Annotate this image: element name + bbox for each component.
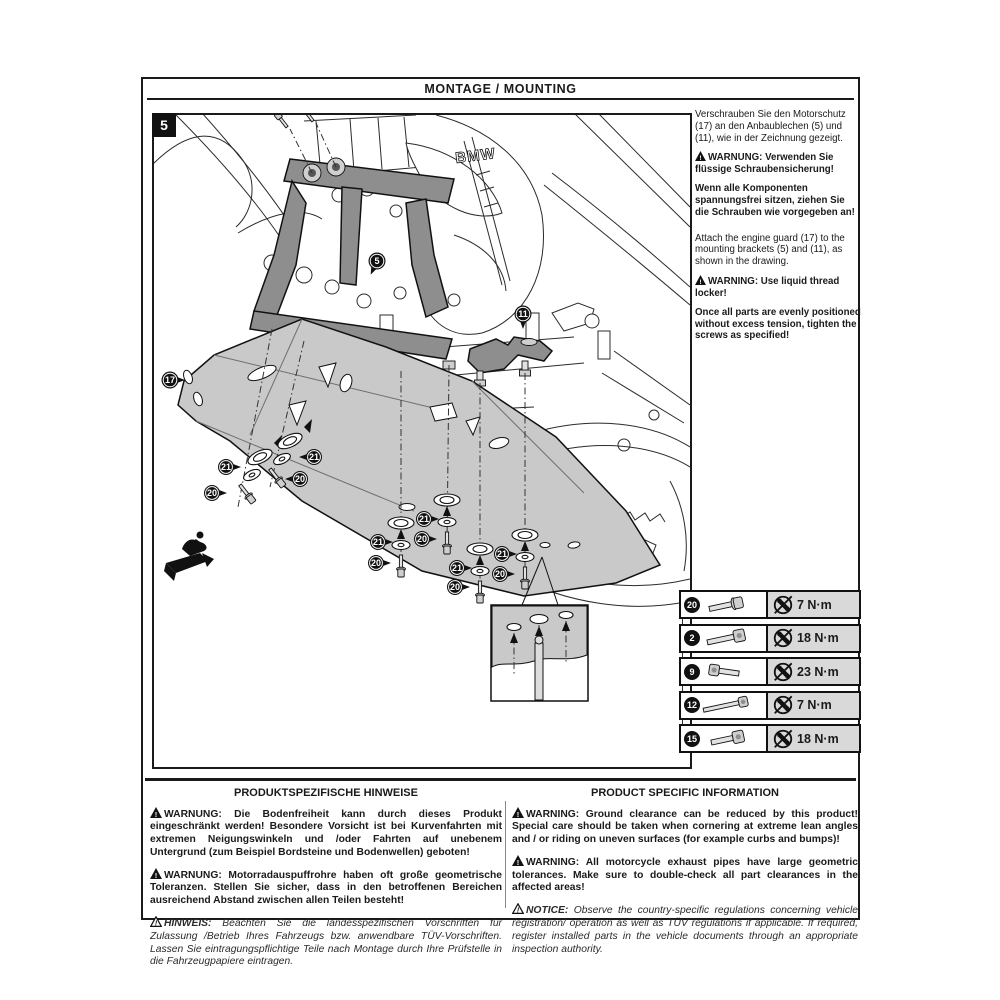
part-ref-badge: 9 (684, 664, 700, 680)
svg-text:20: 20 (416, 534, 428, 544)
screw-icon (701, 694, 755, 716)
svg-text:!: ! (516, 809, 520, 818)
warning-icon (150, 807, 162, 818)
svg-text:5: 5 (374, 256, 380, 266)
torque-value: 7 N·m (797, 597, 832, 612)
torque-value: 23 N·m (797, 664, 839, 679)
instruction-text-column (695, 109, 861, 349)
svg-text:!: ! (154, 920, 158, 927)
torque-table (679, 590, 861, 758)
warning-icon (695, 275, 706, 285)
warning-icon (512, 855, 524, 866)
instruction-en: Attach the engine guard (17) to the mounting brackets (5) and (11), as shown in the drawing. (695, 232, 845, 268)
svg-text:20: 20 (294, 474, 306, 484)
svg-text:!: ! (699, 155, 702, 162)
warning-paragraph: ! WARNING: All motorcycle exhaust pipes have large geometric tolerances. Make sure to double-check all part clearances in the affected areas! (512, 856, 858, 894)
callout-20 (204, 485, 227, 501)
warning-icon (695, 151, 706, 161)
svg-text:!: ! (516, 907, 520, 915)
screw-icon (701, 728, 755, 750)
svg-text:21: 21 (496, 549, 508, 559)
notice-icon (150, 916, 162, 927)
svg-text:11: 11 (518, 309, 528, 319)
torque-row (679, 657, 861, 686)
motorcycle-on-bench-icon (164, 532, 214, 582)
svg-text:21: 21 (418, 514, 430, 524)
screw-icon (701, 661, 755, 683)
header-rule (147, 98, 854, 100)
screw-icon (701, 627, 755, 649)
svg-text:20: 20 (370, 558, 382, 568)
torque-row (679, 624, 861, 653)
torque-wrench-icon (772, 627, 794, 649)
warning-icon (512, 807, 524, 818)
torque-wrench-icon (772, 594, 794, 616)
callout-21 (218, 459, 241, 475)
section-divider (145, 778, 856, 781)
info-title-de: PRODUKTSPEZIFISCHE HINWEISE (234, 787, 418, 799)
warning-paragraph: ! WARNING: Ground clearance can be reduced by this product! Special care should be taken when cornering at extreme lean angles and / or riding on uneven surfaces (for example curbs and bumps)! (512, 808, 858, 846)
svg-text:20: 20 (449, 582, 461, 592)
brand-logo-text: BMW (454, 145, 497, 167)
warning-de: ! WARNUNG: Verwenden Sie flüssige Schraubensicherung! (695, 152, 834, 176)
callout-5 (368, 253, 386, 276)
part-ref-badge: 20 (684, 597, 700, 613)
torque-wrench-icon (772, 694, 794, 716)
warning-paragraph: ! WARNUNG: Die Bodenfreiheit kann durch dieses Produkt eingeschränkt werden! Besondere Vorsicht ist bei Kurvenfahrten mit extremen Neigungswinkeln und /oder Fahrten auf unebenem Untergrund (zum Beispiel Bordsteine und Bodenwellen) geboten! (150, 808, 502, 858)
warning-icon (150, 868, 162, 879)
svg-text:17: 17 (164, 375, 176, 385)
product-info-de (150, 787, 502, 977)
notice-paragraph: ! NOTICE: Observe the country-specific regulations concerning vehicle registration/ operation as well as TÜV regulations if applicable. If required, register installed parts in the vehicle documents through an appropriate inspection authority. (512, 905, 858, 955)
svg-text:!: ! (154, 809, 158, 818)
notice-paragraph: ! HINWEIS: Beachten Sie die landesspezifischen Vorschriften für Zulassung /Betrieb Ihres Fahrzeugs bzw. anwendbare TÜV-Vorschriften. Lassen Sie eintragungspflichtige Teile nach Montage durch Ihre Prüfstelle in die Fahrzeugpapiere eintragen. (150, 917, 502, 968)
part-ref-badge: 15 (684, 731, 700, 747)
column-divider (505, 801, 506, 908)
svg-text:!: ! (154, 870, 158, 879)
notice-icon (512, 903, 524, 914)
callout-20 (368, 555, 391, 571)
torque-row (679, 724, 861, 753)
torque-value: 18 N·m (797, 731, 839, 746)
part-ref-badge: 2 (684, 630, 700, 646)
page-title: MONTAGE / MOUNTING (424, 82, 577, 96)
part-ref-badge: 12 (684, 697, 700, 713)
svg-text:21: 21 (372, 537, 384, 547)
svg-text:21: 21 (220, 462, 232, 472)
info-title-en: PRODUCT SPECIFIC INFORMATION (590, 787, 779, 799)
instruction-de: Verschrauben Sie den Motorschutz (17) an den Anbaublechen (5) und (11), wie in der Zeichnung gezeigt. (695, 109, 846, 144)
svg-text:21: 21 (451, 563, 463, 573)
svg-text:20: 20 (206, 488, 218, 498)
svg-text:21: 21 (308, 452, 320, 462)
screw-icon (701, 594, 755, 616)
torque-row (679, 590, 861, 619)
svg-text:20: 20 (494, 569, 506, 579)
svg-text:!: ! (699, 279, 702, 286)
torque-wrench-icon (772, 728, 794, 750)
torque-value: 18 N·m (797, 631, 839, 645)
product-info-en (512, 787, 858, 964)
torque-row (679, 691, 861, 720)
warning-en: ! WARNING: Use liquid thread locker! (695, 276, 840, 299)
step-number-badge: 5 (152, 113, 176, 137)
instruction-page (141, 77, 861, 968)
mounting-bracket-rear (468, 337, 552, 386)
torque-value: 7 N·m (797, 698, 832, 712)
warning-paragraph: ! WARNUNG: Motorradauspuffrohre haben oft große geometrische Toleranzen. Stellen Sie sicher, dass in den betroffenen Bereichen ausreichend Abstand zwischen allen Teilen besteht! (150, 869, 502, 907)
instruction-en-2: Once all parts are evenly positioned without excess tension, tighten the screws as specified! (695, 306, 861, 342)
svg-text:!: ! (516, 857, 520, 866)
instruction-de-2: Wenn alle Komponenten spannungsfrei sitzen, ziehen Sie die Schrauben wie vorgegeben an! (695, 183, 855, 218)
mounting-drawing (152, 113, 692, 769)
torque-wrench-icon (772, 661, 794, 683)
callout-17 (162, 372, 186, 389)
exploded-view-illustration (154, 115, 690, 767)
